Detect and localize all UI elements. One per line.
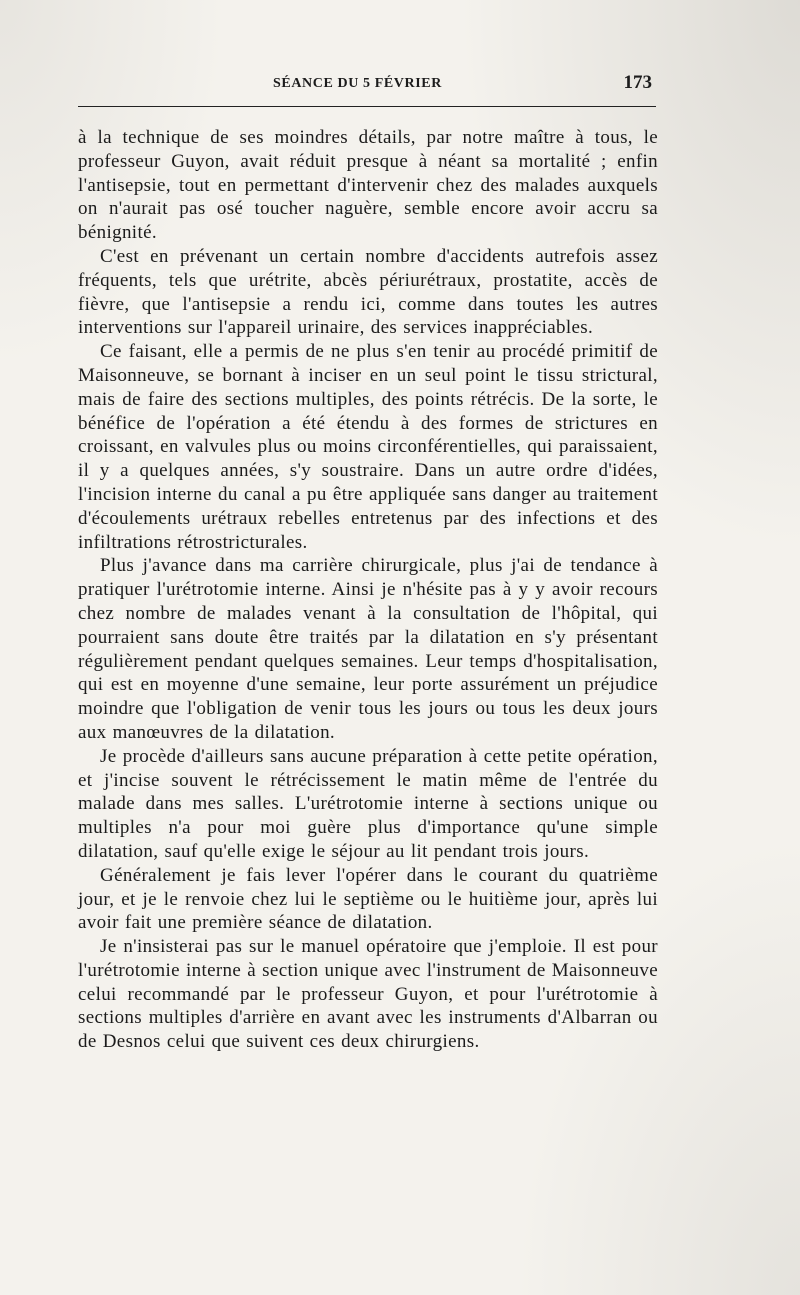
page-number: 173	[623, 72, 652, 93]
paragraph: à la technique de ses moindres détails, par notre maître à tous, le professeur Guyon, avait réduit presque à néant sa mortalité ; enfin l'antisepsie, tout en permettant d'intervenir chez des malades auxquels on n'aurait pas osé toucher naguère, semble encore avoir accru sa bénignité.	[78, 127, 658, 244]
running-title: SÉANCE DU 5 FÉVRIER	[273, 76, 442, 91]
running-head	[78, 72, 658, 98]
paragraph: Ce faisant, elle a permis de ne plus s'en tenir au procédé primitif de Maisonneuve, se bornant à inciser en un seul point le tissu strictural, mais de faire des sections multiples, des points rétrécis. De la sorte, le bénéfice de l'opération a été étendu à des formes de strictures en croissant, en valvules plus ou moins circonférentielles, qui paraissaient, il y a quelques années, s'y soustraire. Dans un autre ordre d'idées, l'incision interne du canal a pu être appliquée sans danger au traitement d'écoulements urétraux rebelles entretenus par des infections et des infiltrations rétrostricturales.	[78, 341, 658, 553]
paragraph: Généralement je fais lever l'opérer dans le courant du quatrième jour, et je le renvoie chez lui le septième ou le huitième jour, après lui avoir fait une première séance de dilatation.	[78, 864, 658, 934]
paragraph: C'est en prévenant un certain nombre d'accidents autrefois assez fréquents, tels que urétrite, abcès périurétraux, prostatite, accès de fièvre, que l'antisepsie a rendu ici, comme dans toutes les autres interventions sur l'appareil urinaire, des services inappréciables.	[78, 245, 658, 339]
header-rule	[78, 106, 656, 107]
paragraph: Je n'insisterai pas sur le manuel opératoire que j'emploie. Il est pour l'urétrotomie interne à section unique avec l'instrument de Maisonneuve celui recommandé par le professeur Guyon, et pour l'urétrotomie à sections multiples d'arrière en avant avec les instruments d'Albarran ou de Desnos celui que suivent ces deux chirurgiens.	[78, 936, 658, 1053]
body-text	[78, 126, 658, 1054]
paragraph: Plus j'avance dans ma carrière chirurgicale, plus j'ai de tendance à pratiquer l'urétrotomie interne. Ainsi je n'hésite pas à y y avoir recours chez nombre de malades venant à la consultation de l'hôpital, qui pourraient sans doute être traités par la dilatation en s'y présentant régulièrement pendant quelques semaines. Leur temps d'hospitalisation, qui est en moyenne d'une semaine, leur porte assurément un préjudice moindre que l'obligation de venir tous les jours ou tous les deux jours aux manœuvres de la dilatation.	[78, 555, 658, 743]
paragraph: Je procède d'ailleurs sans aucune préparation à cette petite opération, et j'incise souvent le rétrécissement le matin même de l'entrée du malade dans mes salles. L'urétrotomie interne à sections unique ou multiples n'a pour moi guère plus d'importance qu'une simple dilatation, sauf qu'elle exige le séjour au lit pendant trois jours.	[78, 745, 658, 862]
